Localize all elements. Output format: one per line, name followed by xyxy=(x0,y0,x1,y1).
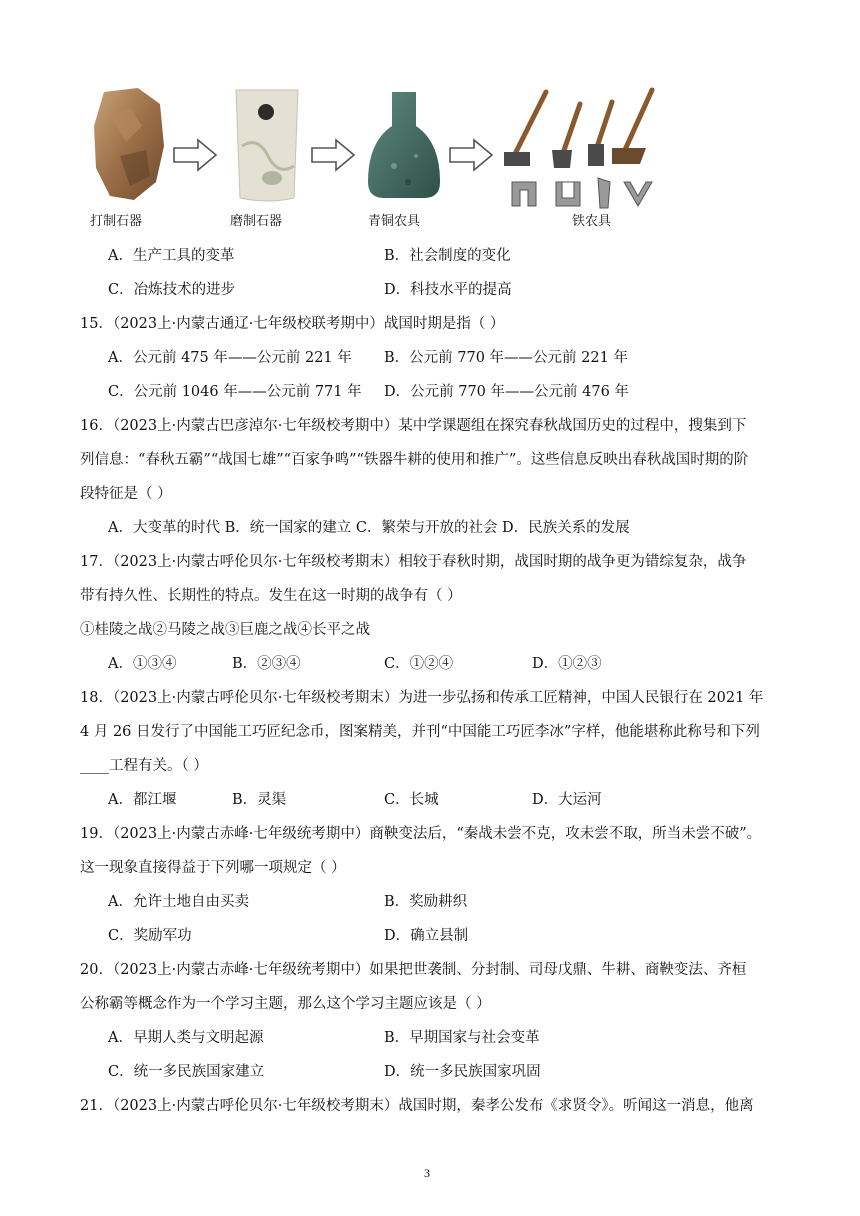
caption-bronze-tool: 青铜农具 xyxy=(368,214,421,229)
chipped-stone-image xyxy=(90,86,168,210)
q20-stem-line2: 公称霸等概念作为一个学习主题，那么这个学习主题应该是（ ） xyxy=(80,996,491,1012)
q14-option-d[interactable]: D．科技水平的提高 xyxy=(384,282,512,298)
q14-option-c[interactable]: C．冶炼技术的进步 xyxy=(108,282,236,298)
caption-iron-tools: 铁农具 xyxy=(572,214,612,229)
iron-tools-image xyxy=(500,86,680,214)
tool-evolution-figure xyxy=(80,86,680,236)
q20-option-a[interactable]: A．早期人类与文明起源 xyxy=(108,1030,264,1046)
q17-stem-line3: ①桂陵之战②马陵之战③巨鹿之战④长平之战 xyxy=(80,622,370,638)
q17-stem-line1: 17．（2023上·内蒙古呼伦贝尔·七年级校考期末）相较于春秋时期，战国时期的战争更为错综复杂，战争 xyxy=(80,554,747,570)
q20-option-d[interactable]: D．统一多民族国家巩固 xyxy=(384,1064,541,1080)
q14-option-a[interactable]: A．生产工具的变革 xyxy=(108,248,235,264)
q19-stem-line1: 19．（2023上·内蒙古赤峰·七年级统考期中）商鞅变法后，“秦战未尝不克，攻未尝不取，所当未尝不破”。 xyxy=(80,826,762,842)
polished-stone-image xyxy=(228,86,306,210)
q18-option-a[interactable]: A．都江堰 xyxy=(108,792,177,808)
q17-option-b[interactable]: B．②③④ xyxy=(232,656,301,672)
q17-option-c[interactable]: C．①②④ xyxy=(384,656,454,672)
q17-option-d[interactable]: D．①②③ xyxy=(532,656,602,672)
q21-stem-line1: 21．（2023上·内蒙古呼伦贝尔·七年级校考期末）战国时期，秦孝公发布《求贤令》。听闻这一消息，他离 xyxy=(80,1098,754,1114)
q20-option-c[interactable]: C．统一多民族国家建立 xyxy=(108,1064,265,1080)
arrow-icon xyxy=(448,138,494,172)
q18-stem-line2: 4 月 26 日发行了中国能工巧匠纪念币，图案精美，并刊“中国能工巧匠李冰”字样，他能堪称此称号和下列 xyxy=(80,724,760,740)
q15-option-c[interactable]: C．公元前 1046 年——公元前 771 年 xyxy=(108,384,362,400)
q15-option-a[interactable]: A．公元前 475 年——公元前 221 年 xyxy=(108,350,352,366)
q16-stem-line2: 列信息：“春秋五霸”“战国七雄”“百家争鸣”“铁器牛耕的使用和推广”。这些信息反映出春秋战国时期的阶 xyxy=(80,452,749,468)
q16-options[interactable]: A．大变革的时代 B．统一国家的建立 C．繁荣与开放的社会 D．民族关系的发展 xyxy=(108,520,630,536)
q18-option-d[interactable]: D．大运河 xyxy=(532,792,602,808)
q20-option-b[interactable]: B．早期国家与社会变革 xyxy=(384,1030,540,1046)
q19-option-a[interactable]: A．允许土地自由买卖 xyxy=(108,894,249,910)
caption-polished-stone: 磨制石器 xyxy=(230,214,283,229)
q17-option-a[interactable]: A．①③④ xyxy=(108,656,177,672)
arrow-icon xyxy=(172,138,218,172)
bronze-tool-image xyxy=(364,86,444,210)
caption-chipped-stone: 打制石器 xyxy=(90,214,143,229)
arrow-icon xyxy=(310,138,356,172)
q15-option-d[interactable]: D．公元前 770 年——公元前 476 年 xyxy=(384,384,629,400)
q18-stem-line3: ____工程有关。（ ） xyxy=(80,758,208,774)
q16-stem-line1: 16．（2023上·内蒙古巴彦淖尔·七年级校考期中）某中学课题组在探究春秋战国历史的过程中，搜集到下 xyxy=(80,418,747,434)
q19-option-c[interactable]: C．奖励军功 xyxy=(108,928,192,944)
q18-option-c[interactable]: C．长城 xyxy=(384,792,439,808)
q18-option-b[interactable]: B．灵渠 xyxy=(232,792,287,808)
q18-stem-line1: 18．（2023上·内蒙古呼伦贝尔·七年级校考期末）为进一步弘扬和传承工匠精神，中国人民银行在 2021 年 xyxy=(80,690,764,706)
page-number: 3 xyxy=(424,1166,430,1180)
q19-stem-line2: 这一现象直接得益于下列哪一项规定（ ） xyxy=(80,860,346,876)
q17-stem-line2: 带有持久性、长期性的特点。发生在这一时期的战争有（ ） xyxy=(80,588,462,604)
q19-option-b[interactable]: B．奖励耕织 xyxy=(384,894,468,910)
q15-stem: 15．（2023上·内蒙古通辽·七年级校联考期中）战国时期是指（ ） xyxy=(80,316,505,332)
q16-stem-line3: 段特征是（ ） xyxy=(80,486,172,502)
q19-option-d[interactable]: D．确立县制 xyxy=(384,928,469,944)
q15-option-b[interactable]: B．公元前 770 年——公元前 221 年 xyxy=(384,350,628,366)
q14-option-b[interactable]: B．社会制度的变化 xyxy=(384,248,511,264)
q20-stem-line1: 20．（2023上·内蒙古赤峰·七年级统考期中）如果把世袭制、分封制、司母戊鼎、牛耕、商鞅变法、齐桓 xyxy=(80,962,747,978)
